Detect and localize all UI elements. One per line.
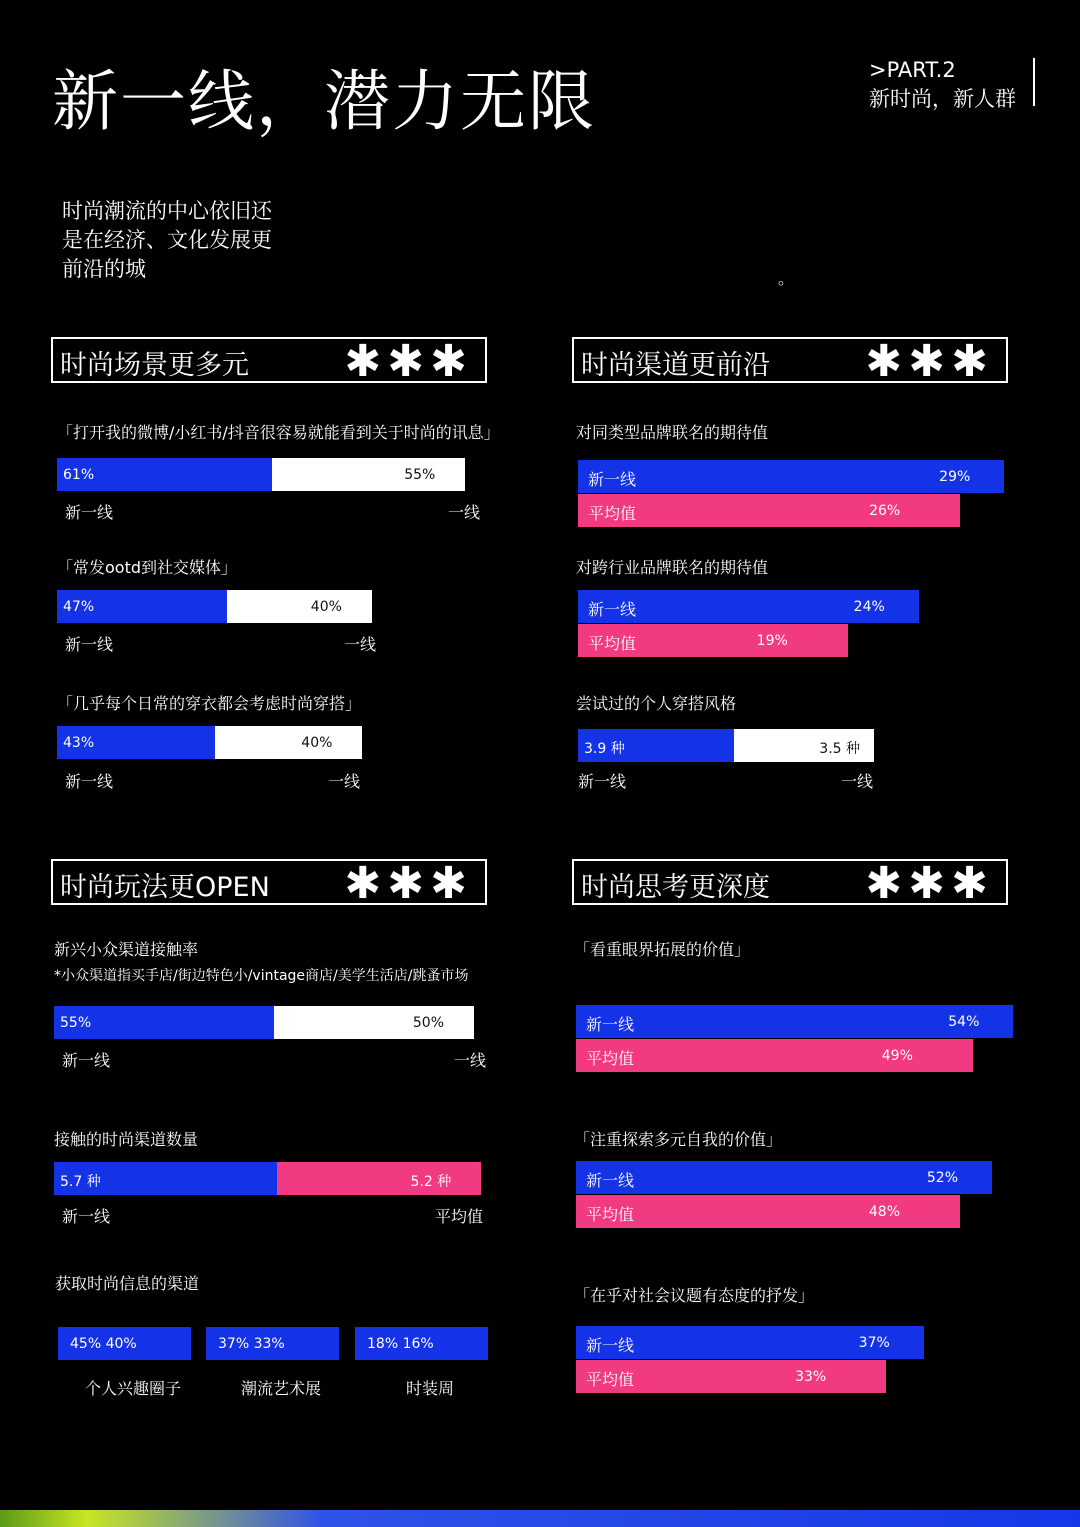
chart-question: 对同类型品牌联名的期待值 xyxy=(576,423,769,442)
bar-segment xyxy=(54,1162,277,1195)
bar-segment xyxy=(578,729,734,762)
series-label: 新一线 xyxy=(586,1336,635,1355)
series-label: 新一线 xyxy=(586,1015,635,1034)
section-play xyxy=(51,858,487,909)
chart-question: 尝试过的个人穿搭风格 xyxy=(576,694,737,713)
chart-question: 「常发ootd到社交媒体」 xyxy=(57,558,238,577)
bar-segment xyxy=(578,460,1004,493)
bar-segment xyxy=(576,1195,960,1228)
series-label: 平均值 xyxy=(588,504,637,523)
bar-segment xyxy=(277,1162,481,1195)
bar-segment xyxy=(355,1327,488,1360)
data-label: 18% 16% xyxy=(367,1336,434,1352)
data-label: 49% xyxy=(881,1048,913,1064)
data-label: 5.2 种 xyxy=(410,1174,452,1190)
bar-segment xyxy=(578,624,848,657)
series-label: 新一线 xyxy=(65,772,114,791)
data-label: 61% xyxy=(63,467,95,483)
bar-segment xyxy=(576,1326,924,1359)
series-label: 平均值 xyxy=(586,1370,635,1389)
data-label: 45% 40% xyxy=(70,1336,137,1352)
data-label: 52% xyxy=(926,1170,958,1186)
bar-segment xyxy=(272,458,466,491)
series-label: 新一线 xyxy=(65,635,114,654)
bar-segment xyxy=(54,1006,274,1039)
section-title: 时尚思考更深度 xyxy=(581,872,770,903)
asterisk-icon: ✱✱✱ xyxy=(865,858,994,909)
series-label: 平均值 xyxy=(588,634,637,653)
bar-segment xyxy=(576,1005,1013,1038)
data-label: 37% xyxy=(858,1335,890,1351)
chart-question: 「注重探索多元自我的价值」 xyxy=(574,1130,783,1149)
series-label: 一线 xyxy=(447,503,480,522)
page-title: 新一线，潜力无限 xyxy=(52,63,596,140)
series-label: 平均值 xyxy=(434,1207,483,1226)
bar-segment xyxy=(734,729,874,762)
series-label: 一线 xyxy=(453,1051,486,1070)
asterisk-icon: ✱✱✱ xyxy=(344,336,473,387)
chart-question: 「几乎每个日常的穿衣都会考虑时尚穿搭」 xyxy=(57,694,362,713)
chart-question: 「在乎对社会议题有态度的抒发」 xyxy=(574,1286,815,1305)
section-channels xyxy=(572,336,1008,387)
bar-segment xyxy=(57,458,272,491)
chart-question: 「看重眼界拓展的价值」 xyxy=(574,940,751,959)
series-label: 新一线 xyxy=(65,503,114,522)
bar-segment xyxy=(274,1006,474,1039)
series-label: 平均值 xyxy=(586,1205,635,1224)
series-label: 一线 xyxy=(343,635,376,654)
bar-segment xyxy=(58,1327,191,1360)
data-label: 3.9 种 xyxy=(584,741,625,757)
data-label: 40% xyxy=(301,735,333,751)
chart-question: 接触的时尚渠道数量 xyxy=(54,1130,199,1149)
bar-segment xyxy=(576,1039,973,1072)
category-label: 时装周 xyxy=(405,1379,454,1398)
category-label: 个人兴趣圈子 xyxy=(84,1379,181,1398)
chart-question: 获取时尚信息的渠道 xyxy=(55,1274,200,1293)
section-scenes xyxy=(51,336,487,387)
series-label: 新一线 xyxy=(62,1207,111,1226)
data-label: 47% xyxy=(63,599,95,615)
asterisk-icon: ✱✱✱ xyxy=(865,336,994,387)
bar-segment xyxy=(578,494,960,527)
data-label: 19% xyxy=(756,633,788,649)
asterisk-icon: ✱✱✱ xyxy=(344,858,473,909)
bar-segment xyxy=(206,1327,339,1360)
part-label: >PART.2 xyxy=(869,58,956,82)
bottom-gradient-strip xyxy=(0,1510,1080,1527)
series-label: 新一线 xyxy=(578,772,627,791)
data-label: 33% xyxy=(795,1369,827,1385)
bar-segment xyxy=(576,1360,886,1393)
data-label: 29% xyxy=(939,469,971,485)
data-label: 5.7 种 xyxy=(60,1174,101,1190)
series-label: 新一线 xyxy=(588,470,637,489)
data-label: 40% xyxy=(310,599,342,615)
part-label-block xyxy=(869,56,1016,114)
series-label: 一线 xyxy=(327,772,360,791)
bar-segment xyxy=(57,726,215,759)
intro-end-mark: 。 xyxy=(778,269,795,288)
data-label: 55% xyxy=(60,1015,92,1031)
data-label: 50% xyxy=(412,1015,444,1031)
data-label: 43% xyxy=(63,735,95,751)
data-label: 26% xyxy=(869,503,901,519)
section-thinking xyxy=(572,858,1008,909)
chart-question: 对跨行业品牌联名的期待值 xyxy=(576,558,769,577)
data-label: 37% 33% xyxy=(218,1336,285,1352)
intro-text: 时尚潮流的中心依旧还是在经济、文化发展更前沿的城 xyxy=(62,199,272,281)
bar-segment xyxy=(578,590,919,623)
series-label: 新一线 xyxy=(586,1171,635,1190)
chart-note: *小众渠道指买手店/街边特色小/vintage商店/美学生活店/跳蚤市场 xyxy=(54,968,469,984)
part-subtitle: 新时尚，新人群 xyxy=(869,87,1016,111)
section-title: 时尚场景更多元 xyxy=(60,350,249,381)
bar-segment xyxy=(215,726,362,759)
bar-segment xyxy=(227,590,372,623)
data-label: 54% xyxy=(948,1014,980,1030)
chart-question: 新兴小众渠道接触率 xyxy=(54,940,199,959)
section-title: 时尚渠道更前沿 xyxy=(581,350,770,381)
bar-segment xyxy=(576,1161,992,1194)
data-label: 55% xyxy=(404,467,436,483)
series-label: 新一线 xyxy=(62,1051,111,1070)
data-label: 48% xyxy=(868,1204,900,1220)
data-label: 3.5 种 xyxy=(819,741,860,757)
bar-segment xyxy=(57,590,227,623)
chart-question: 「打开我的微博/小红书/抖音很容易就能看到关于时尚的讯息」 xyxy=(57,423,500,442)
category-label: 潮流艺术展 xyxy=(240,1379,321,1398)
divider xyxy=(1033,58,1035,106)
series-label: 平均值 xyxy=(586,1049,635,1068)
series-label: 新一线 xyxy=(588,600,637,619)
section-title: 时尚玩法更OPEN xyxy=(60,872,270,903)
data-label: 24% xyxy=(853,599,885,615)
series-label: 一线 xyxy=(840,772,873,791)
